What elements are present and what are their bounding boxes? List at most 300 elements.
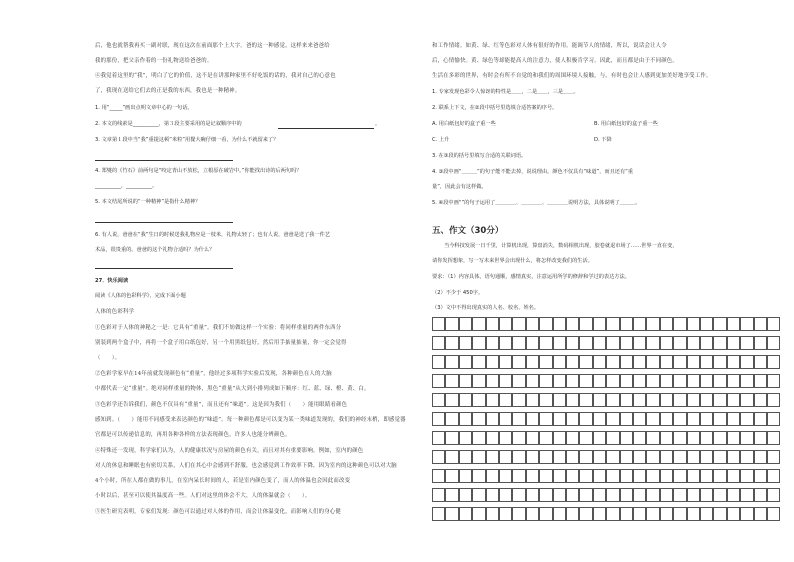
grid-cell[interactable]	[499, 450, 512, 464]
grid-cell[interactable]	[660, 450, 673, 464]
reading-question-2: 2. 联系上下文，在②段中括号里选填合适答案的序号。	[432, 105, 558, 111]
grid-cell[interactable]	[566, 317, 579, 331]
grid-cell[interactable]	[646, 488, 659, 502]
grid-cell[interactable]	[593, 412, 606, 426]
grid-cell[interactable]	[700, 488, 713, 502]
grid-cell[interactable]	[687, 336, 700, 350]
grid-cell[interactable]	[660, 507, 673, 521]
grid-cell[interactable]	[754, 393, 767, 407]
grid-cell[interactable]	[754, 336, 767, 350]
grid-cell[interactable]	[459, 469, 472, 483]
grid-cell[interactable]	[486, 488, 499, 502]
grid-cell[interactable]	[620, 336, 633, 350]
grid-cell[interactable]	[579, 488, 592, 502]
grid-cell[interactable]	[687, 431, 700, 445]
grid-cell[interactable]	[740, 469, 753, 483]
grid-cell[interactable]	[700, 336, 713, 350]
grid-cell[interactable]	[740, 412, 753, 426]
grid-cell[interactable]	[673, 374, 686, 388]
grid-cell[interactable]	[432, 317, 445, 331]
option-c[interactable]: C. 上升	[432, 137, 450, 143]
grid-cell[interactable]	[579, 469, 592, 483]
grid-cell[interactable]	[727, 450, 740, 464]
grid-cell[interactable]	[660, 355, 673, 369]
grid-cell[interactable]	[553, 374, 566, 388]
grid-cell[interactable]	[579, 431, 592, 445]
grid-cell[interactable]	[740, 393, 753, 407]
grid-cell[interactable]	[512, 488, 525, 502]
grid-cell[interactable]	[740, 317, 753, 331]
grid-cell[interactable]	[606, 317, 619, 331]
grid-cell[interactable]	[459, 355, 472, 369]
grid-cell[interactable]	[593, 431, 606, 445]
grid-cell[interactable]	[620, 507, 633, 521]
grid-cell[interactable]	[646, 355, 659, 369]
grid-cell[interactable]	[593, 317, 606, 331]
grid-cell[interactable]	[539, 317, 552, 331]
grid-cell[interactable]	[700, 374, 713, 388]
grid-cell[interactable]	[754, 450, 767, 464]
section-27-heading: 27．快乐阅读	[95, 278, 129, 284]
grid-cell[interactable]	[512, 469, 525, 483]
grid-cell[interactable]	[445, 374, 458, 388]
grid-cell[interactable]	[687, 412, 700, 426]
grid-cell[interactable]	[593, 336, 606, 350]
grid-cell[interactable]	[633, 469, 646, 483]
grid-cell[interactable]	[767, 412, 780, 426]
grid-cell[interactable]	[687, 393, 700, 407]
grid-cell[interactable]	[553, 450, 566, 464]
grid-cell[interactable]	[660, 336, 673, 350]
grid-cell[interactable]	[579, 317, 592, 331]
grid-cell[interactable]	[606, 450, 619, 464]
grid-cell[interactable]	[579, 507, 592, 521]
grid-cell[interactable]	[566, 355, 579, 369]
grid-cell[interactable]	[687, 355, 700, 369]
grid-cell[interactable]	[579, 412, 592, 426]
grid-cell[interactable]	[486, 431, 499, 445]
grid-cell[interactable]	[713, 355, 726, 369]
grid-cell[interactable]	[526, 355, 539, 369]
grid-cell[interactable]	[539, 393, 552, 407]
grid-cell[interactable]	[687, 469, 700, 483]
grid-cell[interactable]	[713, 374, 726, 388]
grid-cell[interactable]	[579, 393, 592, 407]
grid-cell[interactable]	[566, 431, 579, 445]
option-a[interactable]: A. 用白纸包好的盒子重一些	[432, 121, 496, 127]
grid-cell[interactable]	[660, 317, 673, 331]
grid-cell[interactable]	[646, 450, 659, 464]
grid-cell[interactable]	[553, 336, 566, 350]
grid-cell[interactable]	[432, 488, 445, 502]
grid-cell[interactable]	[512, 336, 525, 350]
question-2: 2. 本文的线索是__________，第３段主要采用的是记叙顺序中的	[95, 121, 242, 127]
grid-cell[interactable]	[566, 374, 579, 388]
grid-cell[interactable]	[767, 507, 780, 521]
grid-cell[interactable]	[432, 507, 445, 521]
grid-cell[interactable]	[472, 507, 485, 521]
grid-cell[interactable]	[526, 317, 539, 331]
grid-cell[interactable]	[445, 507, 458, 521]
grid-cell[interactable]	[566, 336, 579, 350]
grid-cell[interactable]	[459, 336, 472, 350]
grid-cell[interactable]	[512, 450, 525, 464]
grid-cell[interactable]	[646, 431, 659, 445]
grid-cell[interactable]	[432, 374, 445, 388]
grid-cell[interactable]	[499, 393, 512, 407]
grid-cell[interactable]	[660, 469, 673, 483]
grid-cell[interactable]	[633, 393, 646, 407]
grid-cell[interactable]	[606, 507, 619, 521]
grid-cell[interactable]	[499, 317, 512, 331]
grid-cell[interactable]	[445, 469, 458, 483]
grid-cell[interactable]	[633, 431, 646, 445]
grid-cell[interactable]	[472, 412, 485, 426]
grid-cell[interactable]	[472, 374, 485, 388]
grid-cell[interactable]	[713, 336, 726, 350]
reading-paragraph-4: 4个小时，所在人都在做的事儿，在室内呆长时间的人，若是室内颜色变了，而人的体温也会因此而改变	[95, 478, 351, 484]
grid-cell[interactable]	[566, 488, 579, 502]
grid-cell[interactable]	[673, 431, 686, 445]
grid-cell[interactable]	[727, 488, 740, 502]
grid-cell[interactable]	[499, 355, 512, 369]
grid-cell[interactable]	[754, 507, 767, 521]
grid-cell[interactable]	[486, 374, 499, 388]
grid-cell[interactable]	[620, 317, 633, 331]
grid-cell[interactable]	[539, 469, 552, 483]
grid-cell[interactable]	[486, 317, 499, 331]
grid-cell[interactable]	[700, 507, 713, 521]
grid-cell[interactable]	[566, 469, 579, 483]
grid-cell[interactable]	[660, 374, 673, 388]
grid-cell[interactable]	[553, 507, 566, 521]
grid-cell[interactable]	[593, 374, 606, 388]
grid-cell[interactable]	[593, 393, 606, 407]
grid-cell[interactable]	[526, 412, 539, 426]
grid-cell[interactable]	[486, 336, 499, 350]
grid-cell[interactable]	[593, 488, 606, 502]
grid-cell[interactable]	[740, 488, 753, 502]
grid-cell[interactable]	[713, 431, 726, 445]
grid-cell[interactable]	[754, 488, 767, 502]
grid-cell[interactable]	[579, 355, 592, 369]
grid-cell[interactable]	[700, 393, 713, 407]
grid-cell[interactable]	[646, 374, 659, 388]
grid-cell[interactable]	[754, 355, 767, 369]
grid-cell[interactable]	[579, 374, 592, 388]
grid-cell[interactable]	[539, 374, 552, 388]
grid-cell[interactable]	[432, 355, 445, 369]
grid-cell[interactable]	[633, 317, 646, 331]
grid-cell[interactable]	[526, 393, 539, 407]
grid-cell[interactable]	[445, 355, 458, 369]
grid-cell[interactable]	[767, 450, 780, 464]
grid-cell[interactable]	[767, 488, 780, 502]
grid-cell[interactable]	[660, 431, 673, 445]
grid-cell[interactable]	[459, 431, 472, 445]
grid-cell[interactable]	[486, 450, 499, 464]
grid-cell[interactable]	[673, 355, 686, 369]
grid-cell[interactable]	[459, 374, 472, 388]
grid-cell[interactable]	[713, 488, 726, 502]
grid-cell[interactable]	[472, 450, 485, 464]
grid-cell[interactable]	[633, 412, 646, 426]
grid-cell[interactable]	[620, 469, 633, 483]
grid-cell[interactable]	[606, 412, 619, 426]
grid-cell[interactable]	[700, 317, 713, 331]
grid-cell[interactable]	[767, 317, 780, 331]
grid-cell[interactable]	[459, 507, 472, 521]
grid-cell[interactable]	[713, 450, 726, 464]
grid-cell[interactable]	[432, 412, 445, 426]
grid-cell[interactable]	[499, 412, 512, 426]
grid-cell[interactable]	[633, 374, 646, 388]
grid-cell[interactable]	[740, 374, 753, 388]
answer-line[interactable]	[95, 160, 233, 161]
grid-cell[interactable]	[754, 374, 767, 388]
grid-cell[interactable]	[633, 336, 646, 350]
grid-cell[interactable]	[445, 393, 458, 407]
option-b[interactable]: B. 用白纸包好的盒子重一些	[594, 121, 658, 127]
grid-cell[interactable]	[526, 469, 539, 483]
grid-cell[interactable]	[499, 488, 512, 502]
grid-cell[interactable]	[472, 355, 485, 369]
grid-cell[interactable]	[499, 469, 512, 483]
grid-cell[interactable]	[740, 336, 753, 350]
grid-cell[interactable]	[553, 317, 566, 331]
grid-cell[interactable]	[700, 469, 713, 483]
grid-cell[interactable]	[606, 355, 619, 369]
grid-cell[interactable]	[620, 355, 633, 369]
grid-cell[interactable]	[593, 507, 606, 521]
grid-cell[interactable]	[512, 412, 525, 426]
grid-cell[interactable]	[512, 393, 525, 407]
grid-cell[interactable]	[754, 412, 767, 426]
grid-cell[interactable]	[539, 336, 552, 350]
grid-cell[interactable]	[673, 412, 686, 426]
grid-cell[interactable]	[646, 507, 659, 521]
grid-cell[interactable]	[539, 412, 552, 426]
grid-cell[interactable]	[593, 450, 606, 464]
grid-cell[interactable]	[700, 355, 713, 369]
grid-cell[interactable]	[727, 431, 740, 445]
grid-cell[interactable]	[512, 317, 525, 331]
grid-cell[interactable]	[767, 355, 780, 369]
grid-cell[interactable]	[459, 450, 472, 464]
grid-cell[interactable]	[512, 374, 525, 388]
grid-cell[interactable]	[727, 507, 740, 521]
answer-line[interactable]	[95, 268, 233, 269]
grid-cell[interactable]	[553, 488, 566, 502]
grid-cell[interactable]	[499, 431, 512, 445]
grid-cell[interactable]	[620, 393, 633, 407]
grid-cell[interactable]	[579, 336, 592, 350]
grid-cell[interactable]	[445, 412, 458, 426]
grid-cell[interactable]	[606, 431, 619, 445]
grid-cell[interactable]	[553, 431, 566, 445]
grid-cell[interactable]	[713, 393, 726, 407]
grid-cell[interactable]	[754, 469, 767, 483]
question-4-blanks[interactable]: __________，__________。	[95, 183, 158, 189]
grid-cell[interactable]	[767, 393, 780, 407]
grid-cell[interactable]	[593, 355, 606, 369]
grid-cell[interactable]	[767, 336, 780, 350]
grid-cell[interactable]	[606, 488, 619, 502]
grid-cell[interactable]	[472, 336, 485, 350]
grid-cell[interactable]	[566, 393, 579, 407]
grid-cell[interactable]	[740, 507, 753, 521]
grid-cell[interactable]	[646, 469, 659, 483]
grid-cell[interactable]	[499, 374, 512, 388]
grid-cell[interactable]	[727, 412, 740, 426]
grid-cell[interactable]	[713, 469, 726, 483]
grid-cell[interactable]	[459, 412, 472, 426]
grid-cell[interactable]	[700, 412, 713, 426]
grid-cell[interactable]	[646, 393, 659, 407]
grid-cell[interactable]	[553, 469, 566, 483]
grid-cell[interactable]	[539, 507, 552, 521]
grid-cell[interactable]	[633, 355, 646, 369]
grid-cell[interactable]	[727, 317, 740, 331]
grid-cell[interactable]	[754, 431, 767, 445]
grid-cell[interactable]	[566, 412, 579, 426]
grid-cell[interactable]	[713, 412, 726, 426]
grid-cell[interactable]	[727, 374, 740, 388]
grid-cell[interactable]	[687, 507, 700, 521]
grid-cell[interactable]	[445, 450, 458, 464]
grid-cell[interactable]	[499, 507, 512, 521]
grid-cell[interactable]	[620, 412, 633, 426]
grid-cell[interactable]	[727, 393, 740, 407]
grid-cell[interactable]	[767, 374, 780, 388]
grid-cell[interactable]	[620, 431, 633, 445]
grid-cell[interactable]	[432, 431, 445, 445]
grid-cell[interactable]	[445, 488, 458, 502]
grid-cell[interactable]	[486, 355, 499, 369]
grid-cell[interactable]	[673, 317, 686, 331]
grid-cell[interactable]	[459, 393, 472, 407]
grid-cell[interactable]	[472, 469, 485, 483]
grid-cell[interactable]	[539, 355, 552, 369]
grid-cell[interactable]	[472, 393, 485, 407]
grid-cell[interactable]	[526, 507, 539, 521]
grid-cell[interactable]	[526, 488, 539, 502]
option-d[interactable]: D. 下降	[594, 137, 612, 143]
grid-cell[interactable]	[553, 355, 566, 369]
grid-cell[interactable]	[673, 469, 686, 483]
grid-cell[interactable]	[660, 393, 673, 407]
grid-cell[interactable]	[687, 488, 700, 502]
grid-cell[interactable]	[713, 507, 726, 521]
grid-cell[interactable]	[472, 488, 485, 502]
grid-cell[interactable]	[646, 412, 659, 426]
grid-cell[interactable]	[526, 374, 539, 388]
grid-cell[interactable]	[673, 450, 686, 464]
answer-line[interactable]	[95, 222, 233, 223]
grid-cell[interactable]	[512, 507, 525, 521]
grid-cell[interactable]	[539, 431, 552, 445]
grid-cell[interactable]	[700, 450, 713, 464]
grid-cell[interactable]	[713, 317, 726, 331]
grid-cell[interactable]	[566, 507, 579, 521]
grid-cell[interactable]	[499, 336, 512, 350]
grid-cell[interactable]	[740, 450, 753, 464]
grid-cell[interactable]	[633, 488, 646, 502]
grid-cell[interactable]	[687, 317, 700, 331]
grid-cell[interactable]	[526, 336, 539, 350]
grid-cell[interactable]	[767, 431, 780, 445]
grid-cell[interactable]	[459, 488, 472, 502]
grid-cell[interactable]	[526, 431, 539, 445]
grid-cell[interactable]	[472, 317, 485, 331]
grid-cell[interactable]	[633, 507, 646, 521]
grid-cell[interactable]	[486, 507, 499, 521]
grid-cell[interactable]	[512, 431, 525, 445]
grid-cell[interactable]	[620, 488, 633, 502]
grid-cell[interactable]	[673, 336, 686, 350]
grid-cell[interactable]	[727, 469, 740, 483]
grid-cell[interactable]	[740, 431, 753, 445]
grid-cell[interactable]	[727, 355, 740, 369]
grid-cell[interactable]	[566, 450, 579, 464]
grid-cell[interactable]	[660, 412, 673, 426]
grid-cell[interactable]	[472, 431, 485, 445]
grid-cell[interactable]	[700, 431, 713, 445]
grid-cell[interactable]	[673, 488, 686, 502]
grid-cell[interactable]	[606, 336, 619, 350]
grid-cell[interactable]	[445, 317, 458, 331]
grid-cell[interactable]	[606, 393, 619, 407]
grid-cell[interactable]	[432, 469, 445, 483]
grid-cell[interactable]	[727, 336, 740, 350]
grid-cell[interactable]	[633, 450, 646, 464]
grid-cell[interactable]	[579, 450, 592, 464]
answer-line[interactable]	[278, 128, 374, 129]
grid-cell[interactable]	[687, 450, 700, 464]
grid-cell[interactable]	[620, 450, 633, 464]
grid-cell[interactable]	[553, 412, 566, 426]
grid-cell[interactable]	[486, 412, 499, 426]
grid-cell[interactable]	[445, 336, 458, 350]
grid-cell[interactable]	[646, 336, 659, 350]
grid-cell[interactable]	[673, 507, 686, 521]
grid-cell[interactable]	[646, 317, 659, 331]
grid-cell[interactable]	[660, 488, 673, 502]
grid-cell[interactable]	[539, 488, 552, 502]
grid-cell[interactable]	[606, 469, 619, 483]
grid-cell[interactable]	[432, 336, 445, 350]
grid-cell[interactable]	[687, 374, 700, 388]
grid-cell[interactable]	[526, 450, 539, 464]
grid-cell[interactable]	[432, 393, 445, 407]
grid-cell[interactable]	[593, 469, 606, 483]
grid-cell[interactable]	[767, 469, 780, 483]
grid-cell[interactable]	[539, 450, 552, 464]
grid-cell[interactable]	[486, 393, 499, 407]
grid-cell[interactable]	[754, 317, 767, 331]
grid-cell[interactable]	[512, 355, 525, 369]
essay-writing-grid[interactable]	[432, 317, 780, 526]
grid-cell[interactable]	[445, 431, 458, 445]
grid-cell[interactable]	[606, 374, 619, 388]
grid-cell[interactable]	[673, 393, 686, 407]
grid-cell[interactable]	[620, 374, 633, 388]
grid-cell[interactable]	[740, 355, 753, 369]
grid-cell[interactable]	[432, 450, 445, 464]
grid-cell[interactable]	[459, 317, 472, 331]
grid-cell[interactable]	[553, 393, 566, 407]
grid-cell[interactable]	[486, 469, 499, 483]
